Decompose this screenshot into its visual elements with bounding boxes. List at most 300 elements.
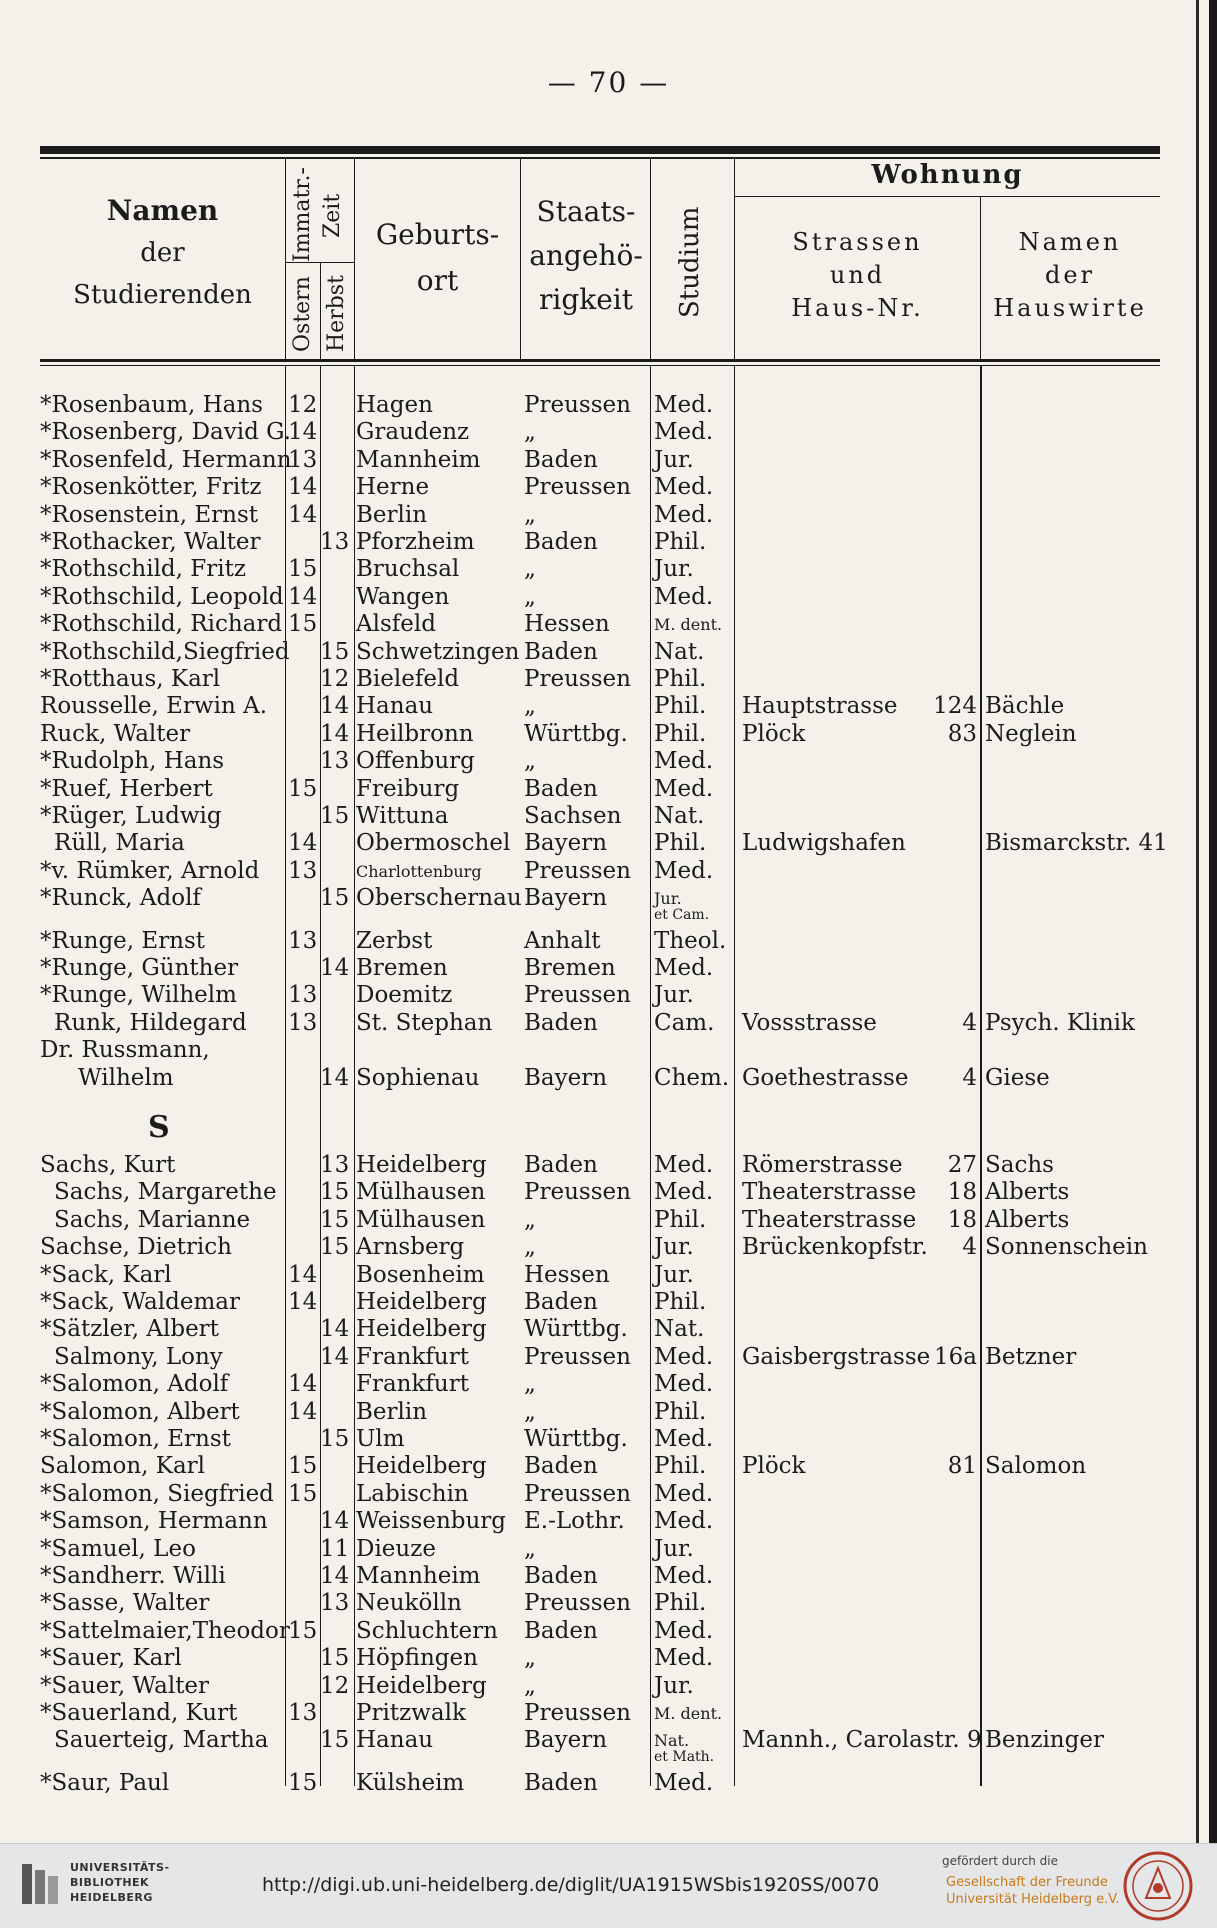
nationality: Sachsen (524, 803, 622, 829)
birthplace: St. Stephan (356, 1009, 493, 1036)
student-name: *Sauerland, Kurt (40, 1700, 238, 1726)
nationality: Hessen (524, 611, 610, 638)
immatr-herbst: 12 (320, 1672, 350, 1699)
nationality: Preussen (524, 1700, 631, 1726)
top-rule (40, 146, 1160, 154)
street: Hauptstrasse (742, 693, 898, 720)
footer-bar (0, 1843, 1217, 1928)
student-name: *Sauer, Karl (40, 1645, 182, 1672)
header-strassen-line: und (829, 261, 886, 289)
sponsor-name-line: Universität Heidelberg e.V. (946, 1892, 1120, 1907)
ub-logo-icon (20, 1862, 60, 1906)
street: Theaterstrasse (742, 1179, 917, 1206)
immatr-herbst: 15 (320, 1234, 350, 1261)
student-name: *Rüger, Ludwig (40, 803, 222, 829)
birthplace: Mannheim (356, 446, 481, 473)
birthplace: Doemitz (356, 982, 453, 1009)
header-strassen-line: Haus-Nr. (791, 294, 924, 322)
immatr-herbst: 14 (320, 955, 350, 981)
immatr-ostern: 14 (288, 830, 318, 857)
field-of-study: Phil. (654, 1453, 707, 1480)
immatr-ostern: 14 (288, 1289, 318, 1315)
table-row (0, 1508, 1217, 1535)
nationality: Preussen (524, 474, 631, 501)
nationality: Bayern (524, 885, 608, 912)
birthplace: Hanau (356, 1727, 434, 1754)
nationality: „ (524, 583, 536, 610)
table-row (0, 1563, 1217, 1590)
header-names-line: Namen (106, 194, 219, 227)
student-name: Wilhelm (78, 1064, 174, 1091)
birthplace: Wangen (356, 583, 450, 610)
student-name: Salomon, Karl (40, 1453, 206, 1480)
student-name: *Rothschild,Siegfried (40, 638, 290, 665)
student-name: Rousselle, Erwin A. (40, 693, 268, 720)
student-name: *Sattelmaier,Theodor (40, 1617, 290, 1644)
street: Brückenkopfstr. (742, 1234, 928, 1261)
landlord: Bismarckstr. 41 (985, 830, 1168, 857)
birthplace: Offenburg (356, 748, 475, 775)
birthplace: Dieuze (356, 1535, 436, 1562)
header-staat-line: Staats- (536, 195, 636, 228)
birthplace: Ulm (356, 1426, 405, 1452)
student-name: *Runck, Adolf (40, 885, 201, 912)
house-number: 18 (947, 1179, 977, 1206)
student-name: *Runge, Günther (40, 955, 239, 981)
field-of-study: Jur. (654, 1261, 694, 1288)
table-row (0, 529, 1217, 556)
birthplace: Neukölln (356, 1590, 462, 1617)
house-number: 83 (947, 720, 977, 747)
student-name: *Rotthaus, Karl (40, 666, 221, 692)
birthplace: Pritzwalk (356, 1700, 466, 1726)
field-of-study-continued: et Cam. (654, 907, 710, 924)
nationality: „ (524, 556, 536, 583)
header-strassen (735, 226, 980, 325)
nationality: Württbg. (524, 1426, 628, 1452)
immatr-herbst: 15 (320, 1727, 350, 1754)
university-seal-icon (1122, 1850, 1194, 1922)
landlord: Benzinger (985, 1727, 1104, 1754)
table-row (0, 776, 1217, 803)
field-of-study: Nat. (654, 1316, 705, 1343)
immatr-herbst: 13 (320, 748, 350, 775)
nationality: Bayern (524, 1727, 608, 1754)
field-of-study: Phil. (654, 1206, 707, 1233)
student-name: *Rosenfeld, Hermann (40, 446, 292, 473)
table-row (0, 1371, 1217, 1398)
street: Ludwigshafen (742, 830, 906, 857)
student-name: Sachs, Kurt (40, 1152, 176, 1178)
landlord: Neglein (985, 720, 1077, 747)
street: Gaisbergstrasse (742, 1343, 931, 1370)
house-number: 124 (933, 693, 977, 720)
table-row (0, 639, 1217, 666)
student-name: Runk, Hildegard (54, 1009, 247, 1036)
student-name: *Sauer, Walter (40, 1672, 210, 1699)
nationality: „ (524, 1371, 536, 1398)
student-name: *Sandherr. Willi (40, 1563, 226, 1589)
field-of-study: Nat. (654, 803, 705, 829)
street: Mannh., Carolastr. 9 (742, 1727, 982, 1754)
immatr-ostern: 14 (288, 1261, 318, 1288)
immatr-herbst: 14 (320, 1343, 350, 1370)
nationality: E.-Lothr. (524, 1508, 625, 1535)
sponsor-name (946, 1874, 1120, 1908)
header-geburtsort (355, 212, 520, 304)
table-row (0, 1065, 1217, 1092)
house-number: 81 (947, 1453, 977, 1480)
birthplace: Frankfurt (356, 1371, 469, 1398)
table-row (0, 721, 1217, 748)
header-hauswirte-line: der (1044, 261, 1096, 289)
birthplace: Obermoschel (356, 830, 511, 857)
immatr-ostern: 14 (288, 474, 318, 501)
landlord: Betzner (985, 1343, 1077, 1370)
header-names-line: der (140, 238, 185, 268)
header-divider (320, 262, 321, 359)
immatr-ostern: 13 (288, 446, 318, 473)
nationality: Preussen (524, 666, 631, 692)
student-name: *Rothschild, Fritz (40, 556, 246, 583)
birthplace: Bosenheim (356, 1261, 485, 1288)
field-of-study: Med. (654, 1645, 714, 1672)
header-divider (285, 159, 286, 359)
nationality: „ (524, 1206, 536, 1233)
birthplace: Schwetzingen (356, 638, 520, 665)
field-of-study: Med. (654, 1426, 714, 1452)
nationality: Preussen (524, 392, 631, 418)
birthplace: Graudenz (356, 419, 470, 446)
immatr-herbst: 13 (320, 529, 350, 555)
birthplace: Bruchsal (356, 556, 460, 583)
field-of-study: Cam. (654, 1009, 715, 1036)
nationality: Preussen (524, 1480, 631, 1507)
nationality: Baden (524, 638, 598, 665)
birthplace: Arnsberg (356, 1234, 465, 1261)
nationality: Anhalt (524, 927, 601, 954)
header-divider (734, 196, 1160, 197)
nationality: Baden (524, 1152, 598, 1178)
field-of-study: Jur. (654, 1535, 694, 1562)
nationality: Baden (524, 1563, 598, 1589)
birthplace: Heilbronn (356, 720, 474, 747)
table-row (0, 1037, 1217, 1064)
nationality: Bayern (524, 830, 608, 857)
birthplace: Schluchtern (356, 1617, 498, 1644)
birthplace: Sophienau (356, 1064, 480, 1091)
table-row (0, 502, 1217, 529)
immatr-herbst: 14 (320, 1316, 350, 1343)
house-number: 16a (934, 1343, 977, 1370)
header-staat-line: angehö- (529, 239, 643, 272)
student-name: *Rosenbaum, Hans (40, 392, 263, 418)
table-row (0, 1673, 1217, 1700)
immatr-ostern: 15 (288, 611, 318, 638)
student-name: *Ruef, Herbert (40, 775, 213, 802)
field-of-study: Med. (654, 474, 714, 501)
birthplace: Charlottenburg (356, 861, 482, 881)
street: Plöck (742, 720, 806, 747)
birthplace: Berlin (356, 1398, 428, 1425)
student-name: Rüll, Maria (54, 830, 185, 857)
student-name: Sauerteig, Martha (54, 1727, 269, 1754)
header-staatsangehoerigkeit (522, 190, 650, 322)
street: Römerstrasse (742, 1152, 903, 1178)
nationality: Hessen (524, 1261, 610, 1288)
nationality: Preussen (524, 1179, 631, 1206)
immatr-herbst: 15 (320, 885, 350, 912)
student-name: *Rosenstein, Ernst (40, 501, 258, 528)
landlord: Bächle (985, 693, 1065, 720)
table-row (0, 1289, 1217, 1316)
immatr-herbst: 13 (320, 1152, 350, 1178)
student-name: *Rosenberg, David G. (40, 419, 291, 446)
field-of-study: Theol. (654, 927, 727, 954)
field-of-study: Phil. (654, 1398, 707, 1425)
header-studium: Studium (675, 206, 705, 318)
nationality: „ (524, 1398, 536, 1425)
student-name: *Rosenkötter, Fritz (40, 474, 262, 501)
landlord: Alberts (985, 1179, 1070, 1206)
birthplace: Frankfurt (356, 1343, 469, 1370)
header-names (40, 190, 285, 316)
nationality: „ (524, 501, 536, 528)
birthplace: Höpfingen (356, 1645, 478, 1672)
student-name: *v. Rümker, Arnold (40, 857, 260, 884)
student-name: *Rothschild, Leopold (40, 583, 284, 610)
table-row (0, 419, 1217, 446)
field-of-study: Jur. (654, 982, 694, 1009)
nationality: „ (524, 419, 536, 446)
birthplace: Heidelberg (356, 1672, 487, 1699)
birthplace: Alsfeld (356, 611, 436, 638)
table-row (0, 584, 1217, 611)
immatr-ostern: 15 (288, 1617, 318, 1644)
table-row (0, 830, 1217, 857)
field-of-study: Med. (654, 392, 714, 418)
header-strassen-line: Strassen (792, 228, 923, 256)
field-of-study: Med. (654, 1508, 714, 1535)
house-number: 27 (947, 1152, 977, 1178)
immatr-herbst: 15 (320, 1179, 350, 1206)
immatr-ostern: 15 (288, 556, 318, 583)
immatr-ostern: 15 (288, 1453, 318, 1480)
nationality: Württbg. (524, 1316, 628, 1343)
table-row (0, 693, 1217, 720)
landlord: Sachs (985, 1152, 1054, 1178)
student-name: Ruck, Walter (40, 720, 191, 747)
student-name: *Sack, Karl (40, 1261, 172, 1288)
field-of-study: Med. (654, 419, 714, 446)
table-row (0, 1262, 1217, 1289)
immatr-ostern: 14 (288, 583, 318, 610)
nationality: „ (524, 1672, 536, 1699)
header-divider (285, 262, 354, 263)
nationality: Baden (524, 775, 598, 802)
immatr-ostern: 15 (288, 1480, 318, 1507)
header-divider (520, 159, 521, 359)
nationality: Baden (524, 529, 598, 555)
table-row (0, 748, 1217, 775)
birthplace: Bielefeld (356, 666, 460, 692)
table-row (0, 1426, 1217, 1453)
immatr-ostern: 12 (288, 392, 318, 418)
immatr-ostern: 14 (288, 501, 318, 528)
street: Vossstrasse (742, 1009, 877, 1036)
birthplace: Heidelberg (356, 1289, 487, 1315)
birthplace: Heidelberg (356, 1453, 487, 1480)
field-of-study: Phil. (654, 830, 707, 857)
field-of-study: M. dent. (654, 615, 723, 635)
field-of-study: Jur. (654, 446, 694, 473)
student-name: *Rothschild, Richard (40, 611, 283, 638)
field-of-study: Phil. (654, 666, 707, 692)
table-row (0, 885, 1217, 924)
student-name: *Runge, Wilhelm (40, 982, 237, 1009)
header-wohnung: Wohnung (871, 160, 1024, 190)
immatr-herbst: 15 (320, 638, 350, 665)
birthplace: Mülhausen (356, 1179, 486, 1206)
nationality: „ (524, 1645, 536, 1672)
birthplace: Mannheim (356, 1563, 481, 1589)
header-rule-thin (40, 365, 1160, 366)
immatr-herbst: 15 (320, 1645, 350, 1672)
immatr-herbst: 11 (320, 1535, 350, 1562)
header-rule (40, 359, 1160, 362)
field-of-study: Chem. (654, 1064, 730, 1091)
header-zeit: Zeit (320, 193, 345, 238)
street: Goethestrasse (742, 1064, 909, 1091)
field-of-study: Med. (654, 1343, 714, 1370)
immatr-ostern: 13 (288, 982, 318, 1009)
header-divider (650, 159, 651, 359)
nationality: Preussen (524, 857, 631, 884)
table-row (0, 1207, 1217, 1234)
table-row (0, 1727, 1217, 1766)
immatr-herbst: 15 (320, 1206, 350, 1233)
table-row (0, 666, 1217, 693)
student-name: *Sasse, Walter (40, 1590, 210, 1617)
table-row (0, 611, 1217, 638)
field-of-study: Phil. (654, 720, 707, 747)
table-row (0, 1152, 1217, 1179)
ub-name-line: HEIDELBERG (70, 1891, 153, 1904)
immatr-herbst: 14 (320, 1508, 350, 1535)
landlord: Salomon (985, 1453, 1087, 1480)
nationality: Bremen (524, 955, 616, 981)
table-row (0, 1316, 1217, 1343)
nationality: Preussen (524, 1343, 631, 1370)
field-of-study: M. dent. (654, 1704, 723, 1723)
table-row (0, 447, 1217, 474)
table-row (0, 1453, 1217, 1480)
field-of-study: Med. (654, 1617, 714, 1644)
student-name: *Salomon, Adolf (40, 1371, 229, 1398)
immatr-herbst: 15 (320, 1426, 350, 1452)
student-name: *Samson, Hermann (40, 1508, 268, 1535)
landlord: Sonnenschein (985, 1234, 1148, 1261)
table-row (0, 982, 1217, 1009)
landlord: Psych. Klinik (985, 1009, 1135, 1036)
source-url[interactable]: http://digi.ub.uni-heidelberg.de/diglit/UA1915WSbis1920SS/0070 (262, 1874, 880, 1896)
immatr-herbst: 14 (320, 693, 350, 720)
field-of-study: Jur. (654, 1234, 694, 1261)
field-of-study: Med. (654, 857, 714, 884)
student-name: *Sätzler, Albert (40, 1316, 219, 1343)
field-of-study: Med. (654, 583, 714, 610)
field-of-study: Med. (654, 1371, 714, 1398)
nationality: Baden (524, 1289, 598, 1315)
student-name: Dr. Russmann, (40, 1037, 210, 1064)
header-immatr: Immatr.- (290, 167, 315, 262)
field-of-study: Med. (654, 748, 714, 775)
header-ostern: Ostern (290, 276, 315, 352)
street: Theaterstrasse (742, 1206, 917, 1233)
birthplace: Pforzheim (356, 529, 475, 555)
sponsor-name-line: Gesellschaft der Freunde (946, 1875, 1108, 1890)
table-row (0, 803, 1217, 830)
field-of-study: Jur. (654, 1672, 694, 1699)
table-row (0, 1234, 1217, 1261)
table-row (0, 928, 1217, 955)
table-row (0, 1618, 1217, 1645)
house-number: 4 (962, 1064, 977, 1091)
student-name: *Salomon, Albert (40, 1398, 240, 1425)
landlord: Giese (985, 1064, 1050, 1091)
page-number: — 70 — (547, 66, 670, 99)
nationality: Preussen (524, 982, 631, 1009)
field-of-study: Med. (654, 501, 714, 528)
birthplace: Berlin (356, 501, 428, 528)
table-row (0, 1399, 1217, 1426)
nationality: Baden (524, 1617, 598, 1644)
nationality: Bayern (524, 1064, 608, 1091)
landlord: Alberts (985, 1206, 1070, 1233)
immatr-ostern: 13 (288, 1700, 318, 1726)
table-row (0, 1179, 1217, 1206)
immatr-ostern: 14 (288, 1371, 318, 1398)
table-row (0, 858, 1217, 885)
field-of-study: Med. (654, 1563, 714, 1589)
table-row (0, 1481, 1217, 1508)
house-number: 4 (962, 1234, 977, 1261)
immatr-herbst: 14 (320, 1563, 350, 1589)
house-number: 18 (947, 1206, 977, 1233)
student-name: *Rudolph, Hans (40, 748, 225, 775)
header-herbst: Herbst (324, 275, 349, 352)
nationality: Württbg. (524, 720, 628, 747)
birthplace: Freiburg (356, 775, 460, 802)
student-name: *Salomon, Ernst (40, 1426, 231, 1452)
table-row (0, 1536, 1217, 1563)
field-of-study: Med. (654, 1769, 714, 1796)
top-rule-thin (40, 157, 1160, 159)
birthplace: Külsheim (356, 1769, 465, 1796)
birthplace: Wittuna (356, 803, 449, 829)
header-geburtsort-line: ort (416, 264, 459, 297)
immatr-herbst: 14 (320, 1064, 350, 1091)
birthplace: Zerbst (356, 927, 433, 954)
student-name: *Saur, Paul (40, 1769, 170, 1796)
immatr-herbst: 12 (320, 666, 350, 692)
field-of-study: Med. (654, 1152, 714, 1178)
field-of-study: Med. (654, 955, 714, 981)
birthplace: Bremen (356, 955, 448, 981)
immatr-herbst: 13 (320, 1590, 350, 1617)
birthplace: Herne (356, 474, 430, 501)
immatr-ostern: 13 (288, 857, 318, 884)
